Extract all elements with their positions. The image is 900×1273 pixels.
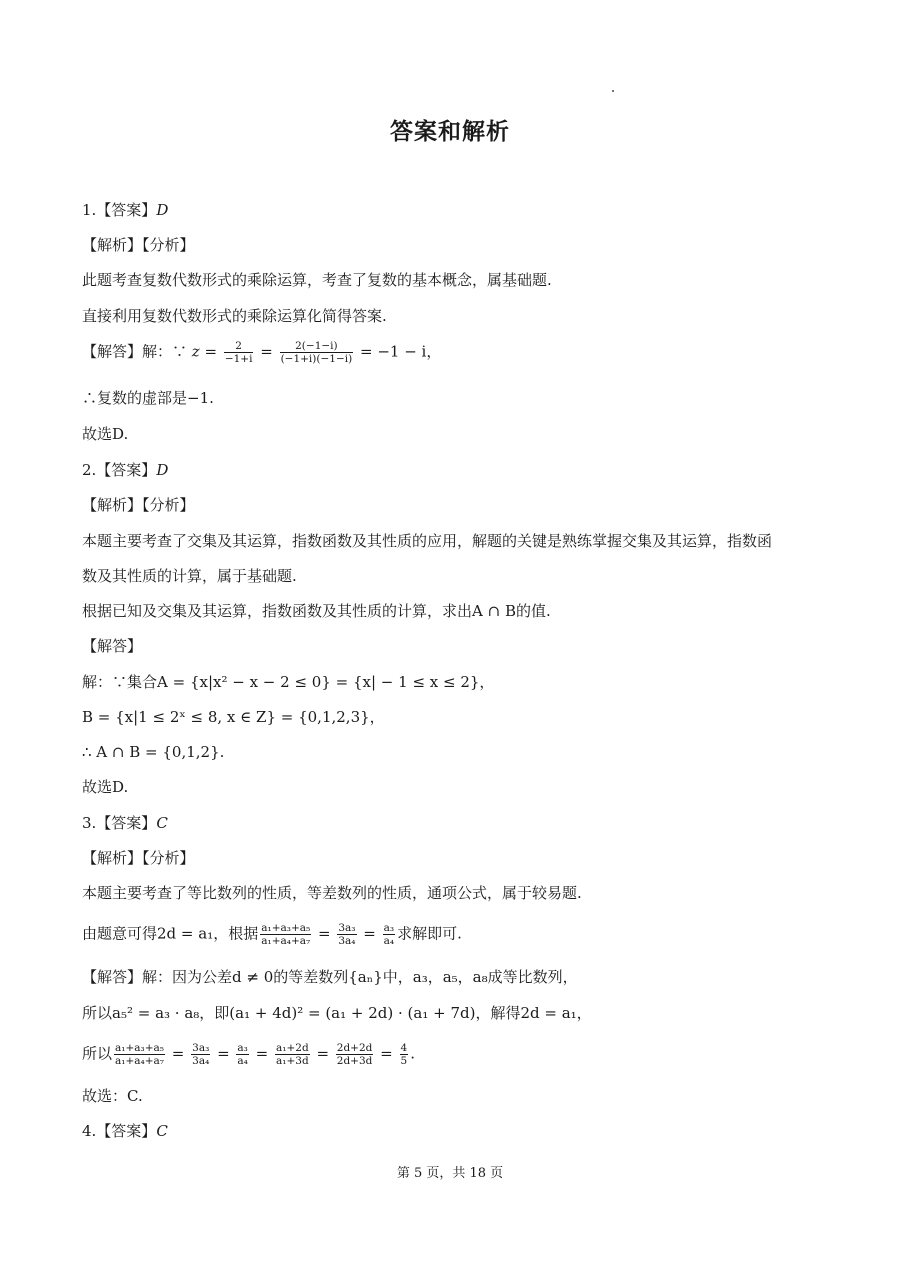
q2-solution-line3: ∴ A ∩ B = {0,1,2}. (82, 743, 225, 761)
q3-solution-line4: 故选：C. (82, 1087, 143, 1105)
q1-solution-line2: ∴复数的虚部是−1. (82, 389, 214, 407)
q3-solution-line3: 所以 $\frac{\text{a₁+a₃+a₅}}{\text{a₁+a₄+a₇}}$ = $\frac{\text{3a₃}}{\text{3a₄}}$ = $\frac{\text{a₃}}{\text{a₄}}$ = $\frac{\text{a₁+2d}}{\text{a₁+3d}}$ = $\frac{2d+2d}{2d+3d}$ = $\frac{4}{5}$ . (82, 1042, 415, 1067)
q1-answer (82, 199, 820, 221)
q1-answer-label: 1.【答案】 (82, 201, 157, 219)
q3-solution-fraction-5: $\frac{2d+2d}{2d+3d}$ (336, 1042, 373, 1067)
q2-analysis-line2: 数及其性质的计算，属于基础题. (82, 567, 297, 585)
q4-answer (82, 1120, 820, 1142)
q3-analysis-fraction-2: $\frac{\text{3a₃}}{\text{3a₄}}$ (338, 922, 356, 947)
q3-analysis-tag: 【解析】【分析】 (82, 849, 195, 867)
q3-analysis-line1: 本题主要考查了等比数列的性质，等差数列的性质，通项公式，属于较易题. (82, 884, 582, 902)
q2-answer-label: 2.【答案】 (82, 461, 157, 479)
q2-answer-value: D (156, 461, 169, 479)
q1-solution-line3: 故选D. (82, 425, 129, 443)
q2-analysis-tag: 【解析】【分析】 (82, 496, 195, 514)
page-title: 答案和解析 (390, 118, 510, 145)
q1-analysis-line1: 此题考查复数代数形式的乘除运算，考查了复数的基本概念，属基础题. (82, 271, 552, 289)
q2-solution-tag: 【解答】 (82, 637, 143, 655)
q3-solution-fraction-3: $\frac{\text{a₃}}{\text{a₄}}$ (237, 1042, 248, 1067)
q3-answer-value: C (156, 814, 168, 832)
q3-solution-fraction-2: $\frac{\text{3a₃}}{\text{3a₄}}$ (192, 1042, 210, 1067)
q1-solution-tag: 【解答】解：∵ (82, 342, 188, 361)
q1-solution-line1: 【解答】解：∵ z = $\frac{2}{-1+i}$ = $\frac{2(-1-i)}{(-1+i)(-1-i)}$ = −1 − i， (82, 340, 442, 365)
q3-solution-fraction-4: $\frac{\text{a₁+2d}}{\text{a₁+3d}}$ (276, 1042, 309, 1067)
speck-mark (612, 90, 614, 92)
q3-solution-fraction-1: $\frac{\text{a₁+a₃+a₅}}{\text{a₁+a₄+a₇}}$ (115, 1042, 165, 1067)
q1-fraction-1: $\frac{2}{-1+i}$ (224, 340, 253, 365)
q1-solution-result: = −1 − i， (355, 342, 442, 361)
q2-solution-line2: B = {x|1 ≤ 2ˣ ≤ 8, x ∈ Z} = {0,1,2,3}， (82, 708, 385, 726)
q1-answer-value: D (156, 201, 169, 219)
q3-analysis-fraction-1: $\frac{\text{a₁+a₃+a₅}}{\text{a₁+a₄+a₇}}$ (261, 922, 311, 947)
q1-analysis-tag: 【解析】【分析】 (82, 236, 195, 254)
q1-analysis-line2: 直接利用复数代数形式的乘除运算化简得答案. (82, 307, 387, 325)
q3-answer-label: 3.【答案】 (82, 814, 157, 832)
q2-solution-line4: 故选D. (82, 778, 129, 796)
q4-answer-label: 4.【答案】 (82, 1122, 157, 1140)
q3-analysis-fraction-3: $\frac{\text{a₃}}{\text{a₄}}$ (383, 922, 395, 947)
q3-answer (82, 812, 820, 834)
q3-solution-fraction-6: $\frac{4}{5}$ (400, 1042, 408, 1067)
q2-analysis-line3: 根据已知及交集及其运算，指数函数及其性质的计算，求出A ∩ B的值. (82, 602, 551, 620)
q3-solution-line2: 所以a₅² = a₃ · a₈，即(a₁ + 4d)² = (a₁ + 2d) · (a₁ + 7d)，解得2d = a₁， (82, 1004, 592, 1022)
q3-solution-line1: 【解答】解：因为公差d ≠ 0的等差数列{aₙ}中，a₃，a₅，a₈成等比数列， (82, 968, 578, 986)
q4-answer-value: C (156, 1122, 168, 1140)
q2-analysis-line1: 本题主要考查了交集及其运算，指数函数及其性质的应用，解题的关键是熟练掌握交集及其运算，指数函 (82, 532, 773, 550)
q2-solution-line1: 解：∵集合A = {x|x² − x − 2 ≤ 0} = {x| − 1 ≤ x ≤ 2}， (82, 673, 495, 691)
page-footer: 第 5 页，共 18 页 (396, 1166, 504, 1181)
q3-analysis-line2: 由题意可得2d = a₁，根据 $\frac{\text{a₁+a₃+a₅}}{\text{a₁+a₄+a₇}}$ = $\frac{\text{3a₃}}{\text{3a₄}}$ = $\frac{\text{a₃}}{\text{a₄}}$ 求解即可. (82, 922, 462, 947)
q1-fraction-2: $\frac{2(-1-i)}{(-1+i)(-1-i)}$ (280, 340, 353, 365)
q2-answer (82, 459, 820, 481)
